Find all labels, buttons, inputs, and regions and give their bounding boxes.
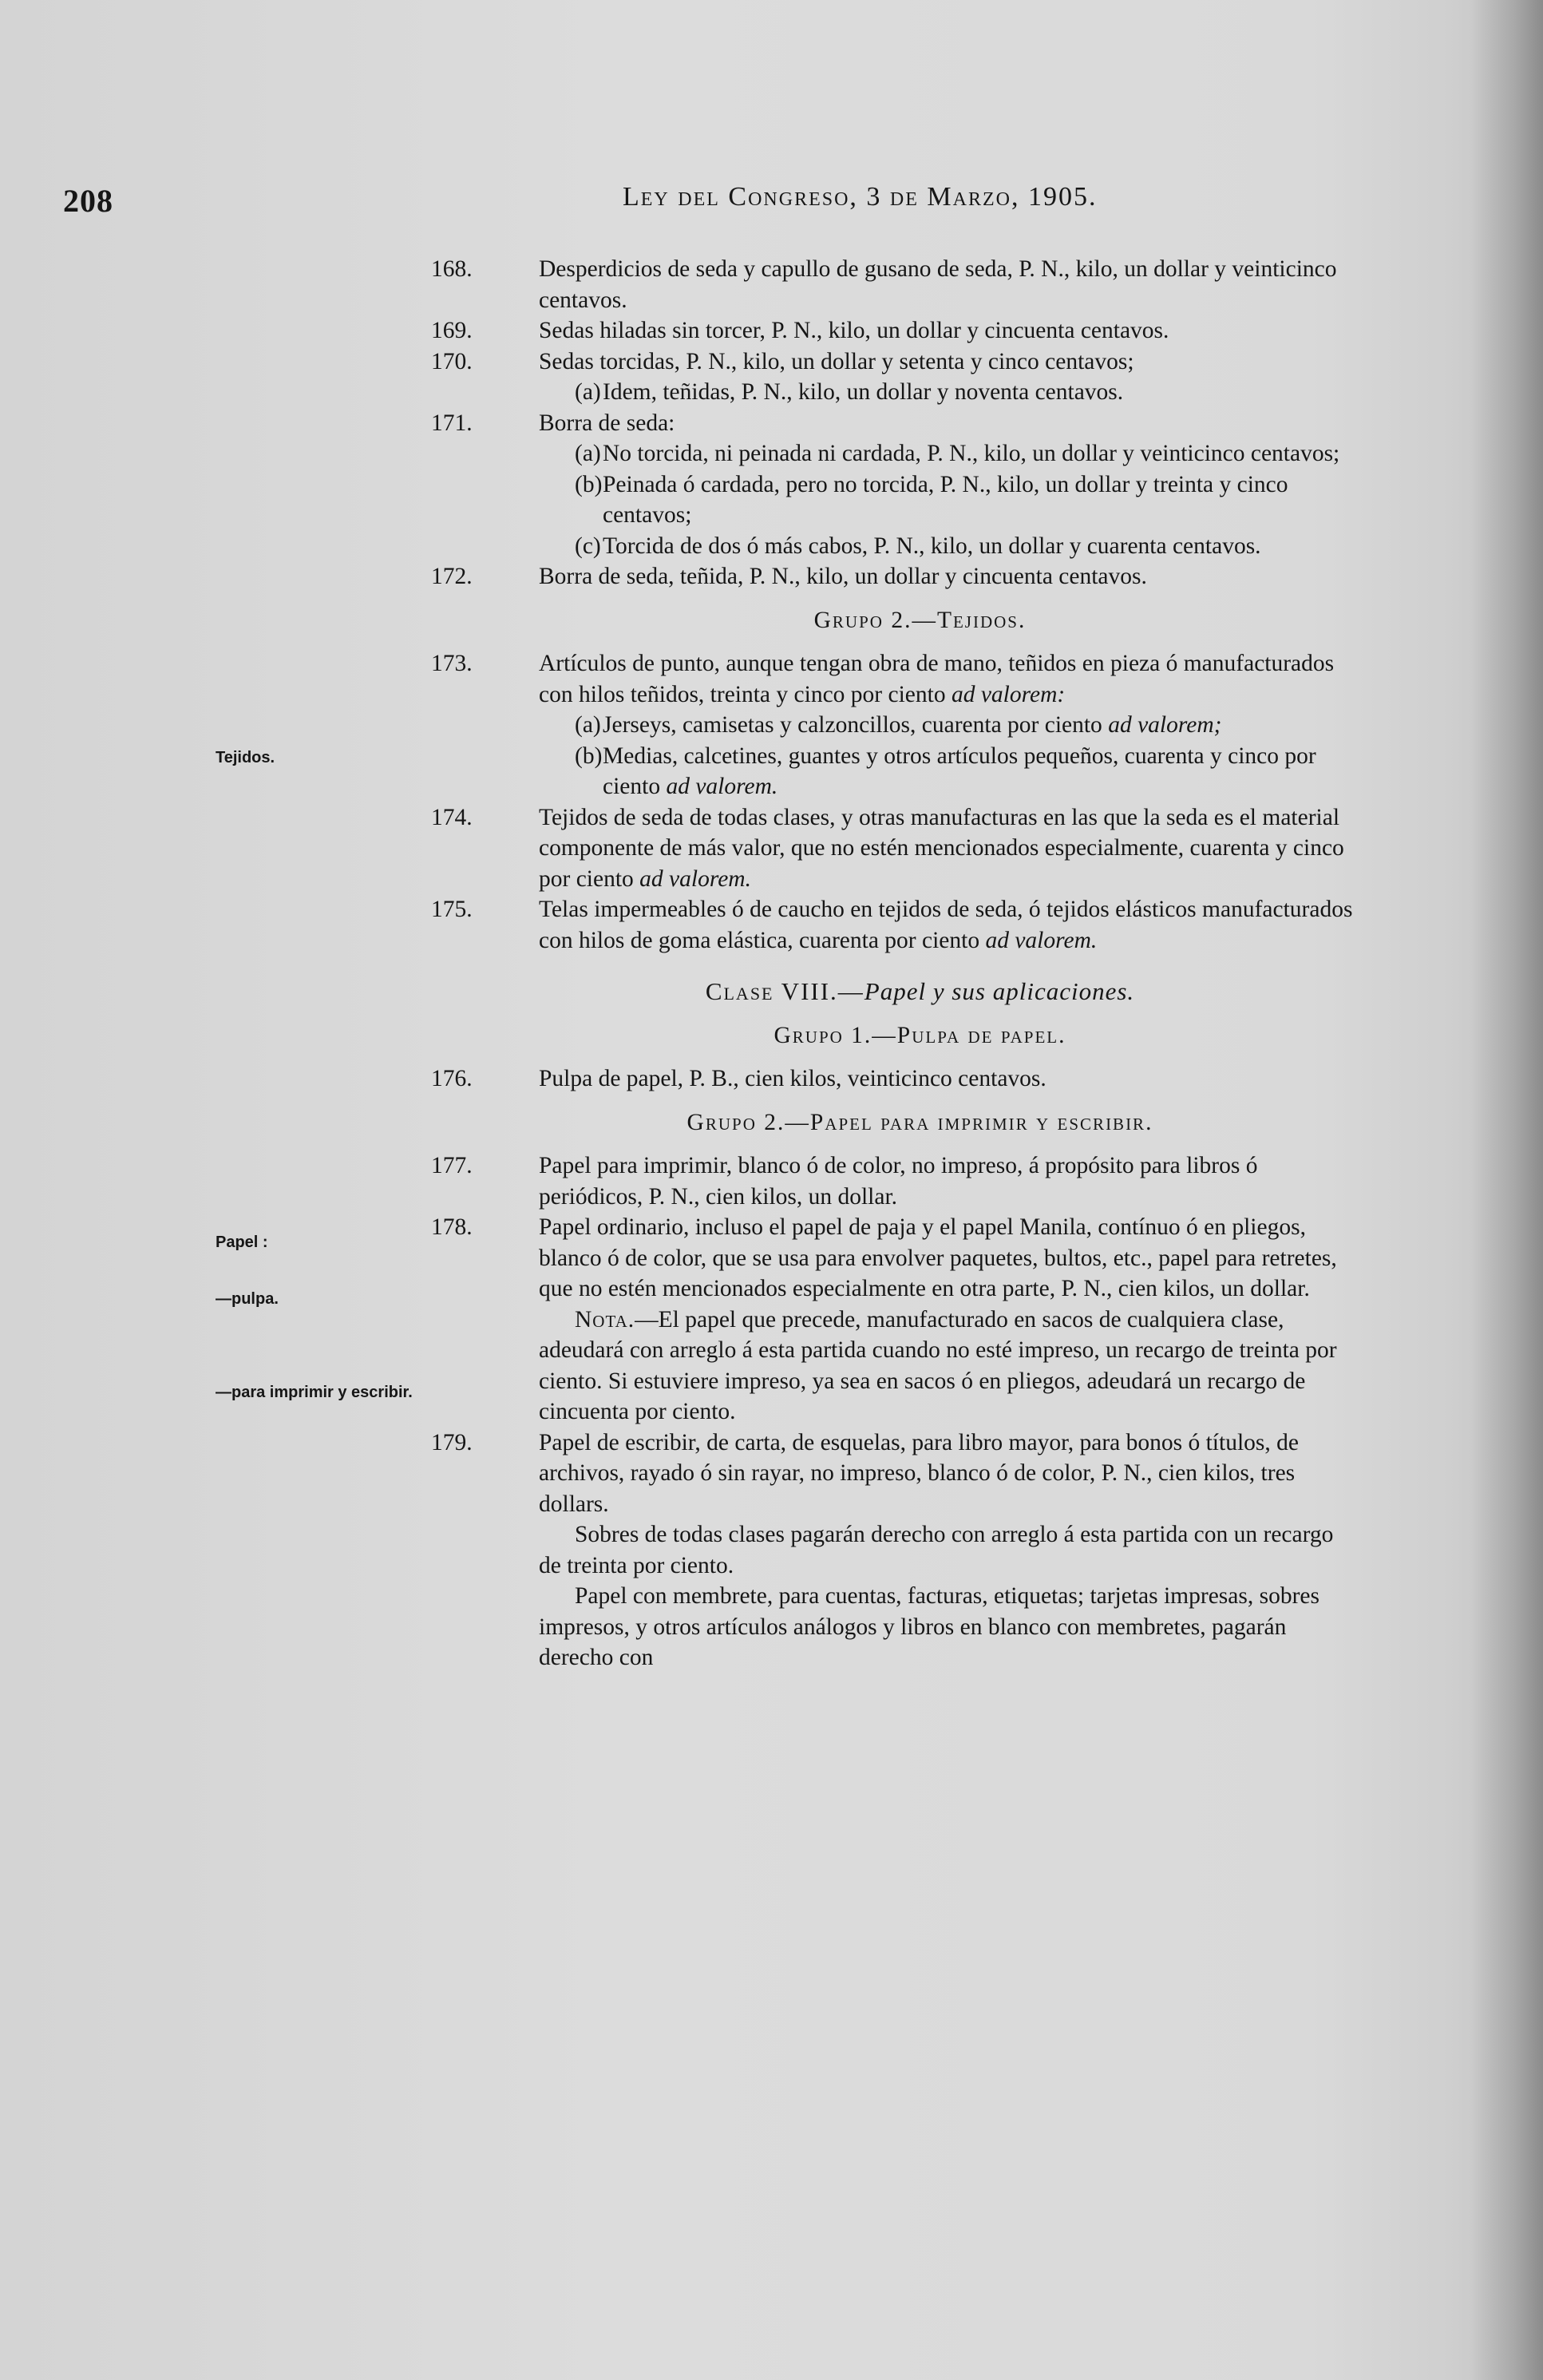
entry-number: 178. [431,1214,473,1240]
paragraph-sobres: Sobres de todas clases pagarán derecho con arreglo á esta partida con un recargo de treinta por ciento. [539,1522,1334,1578]
sub-text: Jerseys, camisetas y calzoncillos, cuarenta por ciento [603,712,1102,738]
entry-175 [431,894,1361,956]
margin-note-pulpa: —pulpa. [216,1290,279,1308]
entry-176 [431,1063,1361,1095]
entry-173-a [431,710,1361,741]
entry-number: 169. [431,318,473,343]
entry-170 [431,347,1361,378]
sub-label: (a) [575,712,601,738]
nota-label: Nota. [575,1306,635,1333]
entry-number: 175. [431,897,473,922]
margin-note-tejidos: Tejidos. [216,749,275,766]
entry-173 [431,648,1361,710]
sub-label: (b) [575,743,603,769]
entry-text: Borra de seda: [539,410,675,436]
entry-number: 176. [431,1066,473,1091]
sub-label: (b) [575,471,603,497]
entry-number: 179. [431,1429,473,1455]
entry-number: 170. [431,348,473,374]
entry-179 [431,1428,1361,1520]
entry-number: 172. [431,564,473,589]
entry-text: Papel ordinario, incluso el papel de paja y el papel Manila, contínuo ó en pliegos, blanco ó de color, que se usa para envolver paquetes, bultos, etc., papel para retretes, que no estén mencionados especialmente en otra parte, P. N., cien kilos, un dollar. [539,1214,1337,1301]
entry-178 [431,1212,1361,1305]
entry-text: Telas impermeables ó de caucho en tejidos de seda, ó tejidos elásticos manufacturados con hilos de goma elástica, cuarenta por ciento [539,897,1353,953]
entry-177 [431,1150,1361,1212]
entry-174 [431,802,1361,895]
entry-170-a [431,377,1361,408]
entry-171-b [431,469,1361,531]
entry-text: Sedas hiladas sin torcer, P. N., kilo, un dollar y cincuenta centavos. [539,318,1169,343]
heading-clase-viii [431,976,1361,1008]
entry-italic: ad valorem: [951,681,1066,707]
page-edge-shadow [1471,0,1543,2380]
entry-text: Borra de seda, teñida, P. N., kilo, un dollar y cincuenta centavos. [539,564,1147,589]
heading-clase-italic: Papel y sus aplicaciones. [864,977,1135,1005]
sub-italic: ad valorem; [1108,712,1222,738]
heading-grupo-2-papel: Grupo 2.—Papel para imprimir y escribir. [686,1109,1153,1135]
document-body [431,254,1361,1673]
entry-italic: ad valorem. [985,927,1098,953]
sub-text: Idem, teñidas, P. N., kilo, un dollar y noventa centavos. [603,379,1124,405]
heading-grupo-2-tejidos: Grupo 2.—Tejidos. [813,607,1027,633]
entry-number: 173. [431,651,473,676]
entry-text: Artículos de punto, aunque tengan obra de mano, teñidos en pieza ó manufacturados con hilos teñidos, treinta y cinco por ciento [539,651,1335,707]
entry-172 [431,561,1361,592]
sub-italic: ad valorem. [666,774,778,799]
entry-number: 168. [431,256,473,282]
nota-text: —El papel que precede, manufacturado en sacos de cualquiera clase, adeudará con arreglo á esta partida cuando no esté impreso, un recargo de treinta por ciento. Si estuviere impreso, ya sea en sacos ó en pliegos, adeudará un recargo de cincuenta por ciento. [539,1306,1337,1424]
entry-168 [431,254,1361,315]
heading-grupo-1-pulpa: Grupo 1.—Pulpa de papel. [773,1022,1066,1048]
entry-171 [431,408,1361,439]
sub-text: Peinada ó cardada, pero no torcida, P. N., kilo, un dollar y treinta y cinco centavos; [603,471,1288,528]
nota-paragraph [431,1305,1361,1428]
sub-text: Medias, calcetines, guantes y otros artículos pequeños, cuarenta y cinco por ciento [603,743,1316,799]
entry-number: 174. [431,804,473,830]
sub-text: No torcida, ni peinada ni cardada, P. N., kilo, un dollar y veinticinco centavos; [603,441,1340,466]
page-number: 208 [63,183,113,219]
entry-171-a [431,438,1361,469]
running-title: Ley del Congreso, 3 de Marzo, 1905. [623,182,1098,212]
sub-label: (c) [575,533,601,559]
entry-173-b [431,741,1361,802]
entry-text: Pulpa de papel, P. B., cien kilos, veinticinco centavos. [539,1066,1046,1091]
sub-text: Torcida de dos ó más cabos, P. N., kilo, un dollar y cuarenta centavos. [603,533,1261,559]
margin-note-papel: Papel : [216,1234,268,1251]
entry-text: Desperdicios de seda y capullo de gusano de seda, P. N., kilo, un dollar y veinticinco centavos. [539,256,1337,313]
entry-number: 171. [431,410,473,436]
entry-text: Tejidos de seda de todas clases, y otras manufacturas en las que la seda es el material componente de más valor, que no estén mencionados especialmente, cuarenta y cinco por ciento [539,804,1344,892]
entry-text: Sedas torcidas, P. N., kilo, un dollar y setenta y cinco centavos; [539,348,1134,374]
sub-label: (a) [575,379,601,405]
heading-clase-plain: Clase VIII.— [705,977,864,1005]
entry-171-c [431,531,1361,562]
sub-label: (a) [575,441,601,466]
entry-text: Papel para imprimir, blanco ó de color, no impreso, á propósito para libros ó periódicos, P. N., cien kilos, un dollar. [539,1153,1258,1210]
entry-number: 177. [431,1153,473,1178]
margin-note-imprimir: —para imprimir y escribir. [216,1384,413,1401]
entry-text: Papel de escribir, de carta, de esquelas, para libro mayor, para bonos ó títulos, de archivos, rayado ó sin rayar, no impreso, blanco ó de color, P. N., cien kilos, tres dollars. [539,1429,1299,1517]
entry-169 [431,315,1361,347]
paragraph-membrete: Papel con membrete, para cuentas, facturas, etiquetas; tarjetas impresas, sobres impresos, y otros artículos análogos y libros en blanco con membretes, pagarán derecho con [539,1583,1319,1670]
entry-italic: ad valorem. [639,865,751,892]
